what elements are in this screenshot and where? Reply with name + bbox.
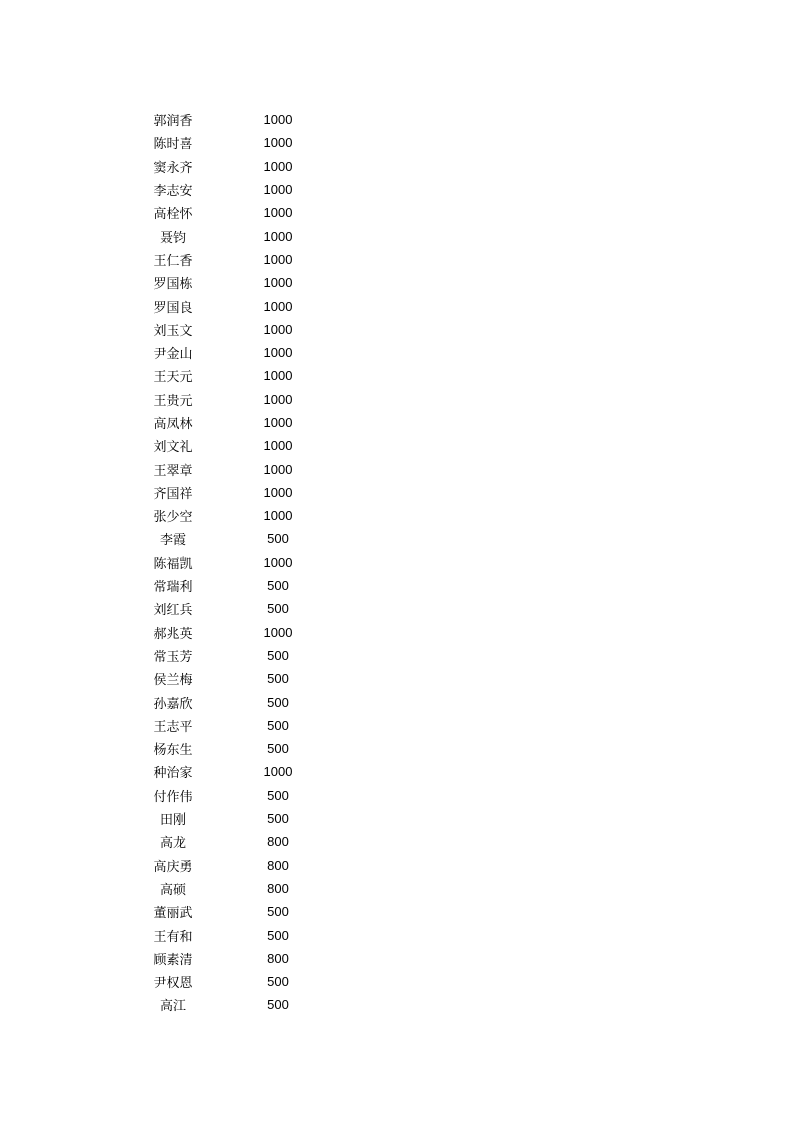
table-row [138, 318, 328, 341]
table-row [138, 714, 328, 737]
name-cell: 高硕 [159, 882, 186, 898]
name-cell: 陈时喜 [153, 137, 193, 153]
amount-cell: 1000 [263, 391, 293, 407]
name-cell: 刘玉文 [153, 323, 193, 339]
name-cell: 董丽武 [153, 906, 193, 922]
donation-table [138, 108, 328, 1017]
amount-cell: 500 [267, 694, 289, 710]
table-row [138, 434, 328, 457]
amount-cell: 1000 [263, 228, 293, 244]
amount-cell: 1000 [263, 158, 293, 174]
amount-cell: 1000 [263, 554, 293, 570]
table-row [138, 364, 328, 387]
table-row [138, 504, 328, 527]
table-row [138, 690, 328, 713]
amount-cell: 1000 [263, 251, 293, 267]
amount-cell: 500 [267, 927, 289, 943]
name-cell: 张少空 [153, 510, 193, 526]
name-cell: 王有和 [153, 929, 193, 945]
table-row [138, 667, 328, 690]
amount-cell: 800 [267, 834, 289, 850]
amount-cell: 1000 [263, 298, 293, 314]
table-row [138, 271, 328, 294]
table-row [138, 923, 328, 946]
table-row [138, 947, 328, 970]
table-row [138, 854, 328, 877]
table-row [138, 807, 328, 830]
table-row [138, 248, 328, 271]
amount-cell: 500 [267, 601, 289, 617]
amount-cell: 1000 [263, 321, 293, 337]
amount-cell: 1000 [263, 275, 293, 291]
table-row [138, 201, 328, 224]
name-cell: 罗国良 [153, 300, 193, 316]
amount-cell: 1000 [263, 368, 293, 384]
amount-cell: 1000 [263, 205, 293, 221]
name-cell: 顾素清 [153, 952, 193, 968]
table-row [138, 784, 328, 807]
amount-cell: 500 [267, 811, 289, 827]
table-row [138, 760, 328, 783]
table-row [138, 388, 328, 411]
amount-cell: 500 [267, 787, 289, 803]
table-row [138, 224, 328, 247]
name-cell: 罗国栋 [153, 277, 193, 293]
amount-cell: 800 [267, 857, 289, 873]
name-cell: 王贵元 [153, 393, 193, 409]
name-cell: 田刚 [159, 813, 186, 829]
amount-cell: 1000 [263, 135, 293, 151]
table-row [138, 411, 328, 434]
table-row [138, 970, 328, 993]
amount-cell: 1000 [263, 438, 293, 454]
table-row [138, 621, 328, 644]
name-cell: 李霞 [159, 533, 186, 549]
amount-cell: 1000 [263, 461, 293, 477]
table-row [138, 294, 328, 317]
table-row [138, 574, 328, 597]
name-cell: 刘红兵 [153, 603, 193, 619]
table-row [138, 644, 328, 667]
table-row [138, 178, 328, 201]
amount-cell: 500 [267, 904, 289, 920]
amount-cell: 500 [267, 531, 289, 547]
name-cell: 常瑞利 [153, 580, 193, 596]
name-cell: 郭润香 [153, 114, 193, 130]
amount-cell: 1000 [263, 112, 293, 128]
amount-cell: 1000 [263, 508, 293, 524]
amount-cell: 1000 [263, 415, 293, 430]
name-cell: 王志平 [153, 719, 193, 735]
amount-cell: 800 [267, 950, 289, 966]
table-row [138, 830, 328, 853]
amount-cell: 1000 [263, 764, 293, 780]
name-cell: 付作伟 [153, 789, 193, 805]
table-row [138, 551, 328, 574]
table-row [138, 900, 328, 923]
name-cell: 齐国祥 [153, 486, 193, 502]
name-cell: 郝兆英 [153, 626, 193, 642]
name-cell: 侯兰梅 [153, 673, 193, 689]
amount-cell: 500 [267, 997, 289, 1013]
amount-cell: 800 [267, 880, 289, 896]
name-cell: 孙嘉欣 [153, 696, 193, 712]
name-cell: 尹金山 [153, 347, 193, 363]
amount-cell: 500 [267, 671, 289, 687]
amount-cell: 1000 [263, 624, 293, 640]
table-row [138, 737, 328, 760]
name-cell: 刘文礼 [153, 440, 193, 456]
amount-cell: 500 [267, 578, 289, 594]
name-cell: 高龙 [159, 836, 186, 852]
name-cell: 王天元 [153, 370, 193, 386]
table-row [138, 131, 328, 154]
amount-cell: 500 [267, 741, 289, 757]
name-cell: 李志安 [153, 184, 193, 200]
amount-cell: 500 [267, 717, 289, 733]
table-row [138, 993, 328, 1016]
table-row [138, 597, 328, 620]
table-row [138, 457, 328, 480]
name-cell: 高江 [159, 999, 186, 1015]
amount-cell: 1000 [263, 484, 293, 500]
amount-cell: 500 [267, 647, 289, 663]
name-cell: 尹权恩 [153, 976, 193, 992]
name-cell: 高凤林 [153, 417, 193, 432]
name-cell: 窦永齐 [153, 160, 193, 176]
table-row [138, 877, 328, 900]
table-row [138, 108, 328, 131]
table-row [138, 341, 328, 364]
table-row [138, 527, 328, 550]
name-cell: 高栓怀 [153, 207, 193, 223]
name-cell: 常玉芳 [153, 649, 193, 665]
name-cell: 聂钧 [159, 230, 186, 246]
table-row [138, 481, 328, 504]
name-cell: 陈福凯 [153, 556, 193, 572]
name-cell: 高庆勇 [153, 859, 193, 875]
table-row [138, 155, 328, 178]
name-cell: 杨东生 [153, 743, 193, 759]
name-cell: 种治家 [153, 766, 193, 782]
amount-cell: 1000 [263, 182, 293, 198]
name-cell: 王仁香 [153, 253, 193, 269]
amount-cell: 1000 [263, 345, 293, 361]
amount-cell: 500 [267, 974, 289, 990]
name-cell: 王翠章 [153, 463, 193, 479]
